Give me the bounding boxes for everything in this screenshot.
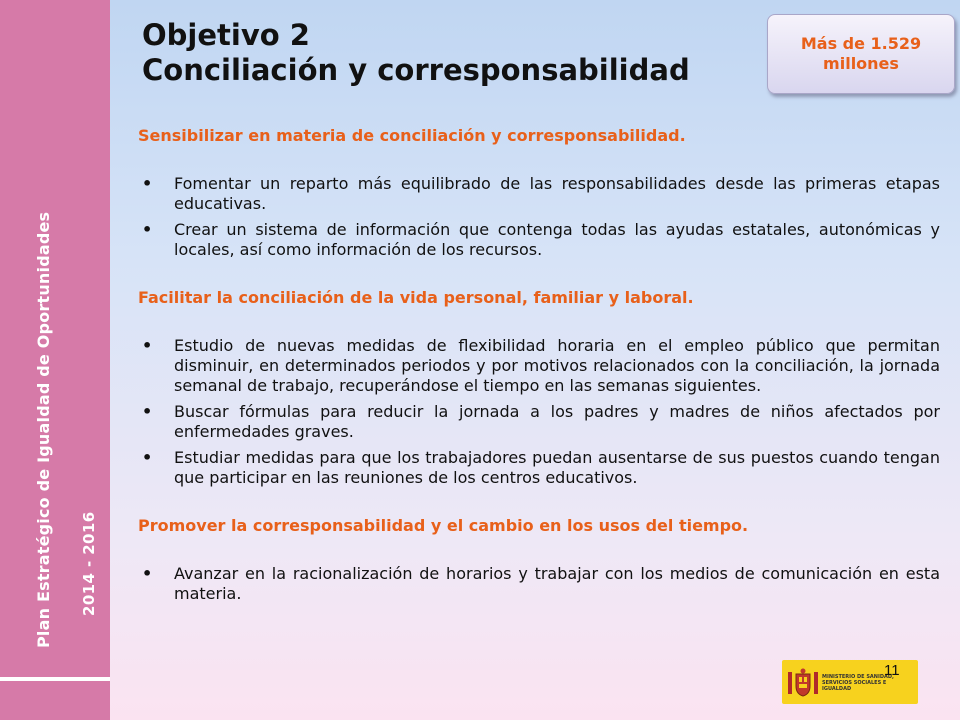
budget-badge-text: Más de 1.529 millones [800, 34, 922, 73]
sidebar-divider [0, 677, 110, 681]
list-item [138, 336, 940, 396]
list-item-text: Estudio de nuevas medidas de flexibilidad horaria en el empleo público que permitan disminuir, en determinados periodos y por motivos relacionados con la conciliación, la jornada semanal de trabajo, recuperándose el tiempo en las semanas siguientes. [174, 336, 940, 395]
bullet-icon: • [142, 564, 153, 583]
list-item-text: Crear un sistema de información que contenga todas las ayudas estatales, autonómicas y locales, así como información de los recursos. [174, 220, 940, 259]
budget-badge [767, 14, 955, 94]
bullet-list [138, 564, 940, 604]
plan-title: Plan Estratégico de Igualdad de Oportunidades [34, 211, 53, 648]
list-item-text: Avanzar en la racionalización de horarios y trabajar con los medios de comunicación en esta materia. [174, 564, 940, 603]
page-number: 11 [884, 662, 900, 679]
bullet-icon: • [142, 402, 153, 421]
section-promote [138, 516, 940, 604]
section-facilitate [138, 288, 940, 488]
ministry-name: MINISTERIO DE SANIDAD, SERVICIOS SOCIALES E IGUALDAD [822, 674, 894, 692]
bullet-list [138, 336, 940, 488]
bullet-icon: • [142, 174, 153, 193]
list-item-text: Fomentar un reparto más equilibrado de las responsabilidades desde las primeras etapas educativas. [174, 174, 940, 213]
list-item [138, 564, 940, 604]
section-heading: Promover la corresponsabilidad y el cambio en los usos del tiempo. [138, 516, 749, 535]
list-item [138, 448, 940, 488]
coat-of-arms-icon [788, 668, 818, 698]
title-line-2: Conciliación y corresponsabilidad [142, 53, 690, 87]
list-item [138, 174, 940, 214]
bullet-icon: • [142, 220, 153, 239]
objectives-content [138, 126, 940, 632]
sidebar [0, 0, 110, 720]
bullet-icon: • [142, 336, 153, 355]
list-item-text: Estudiar medidas para que los trabajadores puedan ausentarse de sus puestos cuando tengan que participar en las reuniones de los centros educativos. [174, 448, 940, 487]
list-item [138, 220, 940, 260]
section-awareness [138, 126, 940, 260]
list-item-text: Buscar fórmulas para reducir la jornada a los padres y madres de niños afectados por enfermedades graves. [174, 402, 940, 441]
page-title [142, 18, 690, 88]
bullet-icon: • [142, 448, 153, 467]
bullet-list [138, 174, 940, 260]
section-heading: Facilitar la conciliación de la vida personal, familiar y laboral. [138, 288, 694, 307]
title-line-1: Objetivo 2 [142, 18, 310, 52]
section-heading: Sensibilizar en materia de conciliación y corresponsabilidad. [138, 126, 686, 145]
list-item [138, 402, 940, 442]
plan-years: 2014 - 2016 [80, 511, 98, 616]
